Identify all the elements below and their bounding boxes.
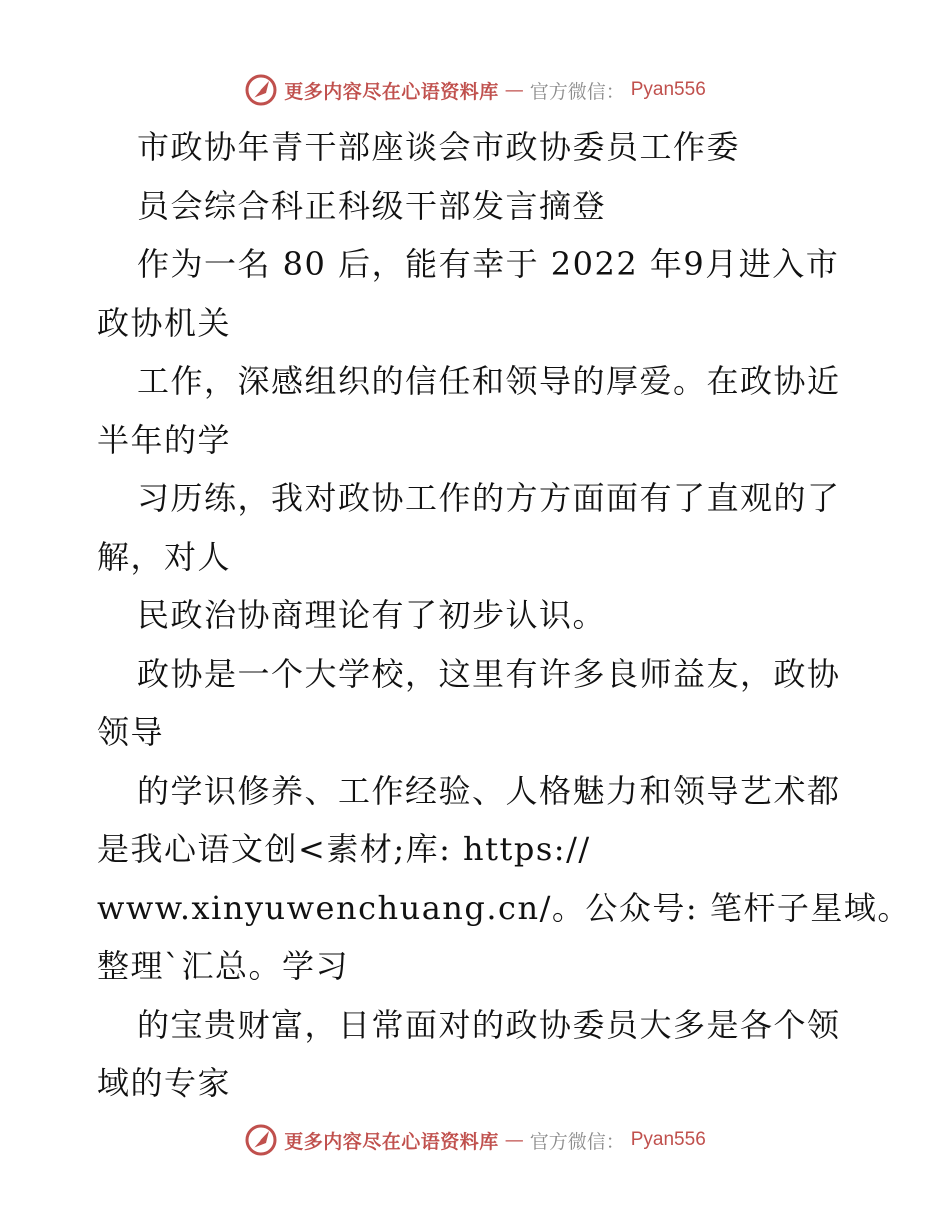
text-line: 域的专家 [97,1064,232,1102]
banner-wechat-id: Pyan556 [630,1129,706,1150]
banner-dash: — [504,79,524,101]
banner-dash: — [504,1129,524,1151]
text-line: 政协机关 [97,303,232,342]
banner-wechat-id: Pyan556 [630,79,706,100]
text-line: 是我心语文创<素材;库: https:// [97,830,591,868]
banner-text: 更多内容尽在心语资料库 [284,1130,499,1153]
text-line: 习历练，我对政协工作的方方面面有了直观的了 [137,479,841,517]
text-line: 工作，深感组织的信任和领导的厚爱。在政协近 [137,362,841,400]
text-line: 半年的学 [97,420,232,459]
text-line: 的学识修养、工作经验、人格魅力和领导艺术都 [137,771,841,810]
text-line: 的宝贵财富，日常面对的政协委员大多是各个领 [137,1005,841,1044]
text-line: 作为一名 80 后，能有幸于 2022 年9月进入市 [137,245,840,283]
text-line: 解，对人 [97,537,232,576]
text-line: 民政治协商理论有了初步认识。 [137,596,607,634]
text-line: 整理`汇总。学习 [97,947,350,985]
text-line: www.xinyuwenchuang.cn/。公众号: 笔杆子星域。 [97,888,911,927]
text-line: 政协是一个大学校，这里有许多良师益友，政协 [137,654,841,693]
text-line: 市政协年青干部座谈会市政协委员工作委 [137,128,741,166]
banner-text: 更多内容尽在心语资料库 [284,80,499,103]
text-line: 领导 [97,713,165,751]
header-banner [0,70,950,110]
footer-banner [0,1120,950,1160]
quill-circle-logo-icon [244,73,278,107]
text-line: 员会综合科正科级干部发言摘登 [137,186,607,225]
quill-circle-logo-icon [244,1123,278,1157]
document-body [97,118,911,1113]
banner-wechat-label: 官方微信： [529,80,625,103]
banner-wechat-label: 官方微信： [529,1130,625,1153]
